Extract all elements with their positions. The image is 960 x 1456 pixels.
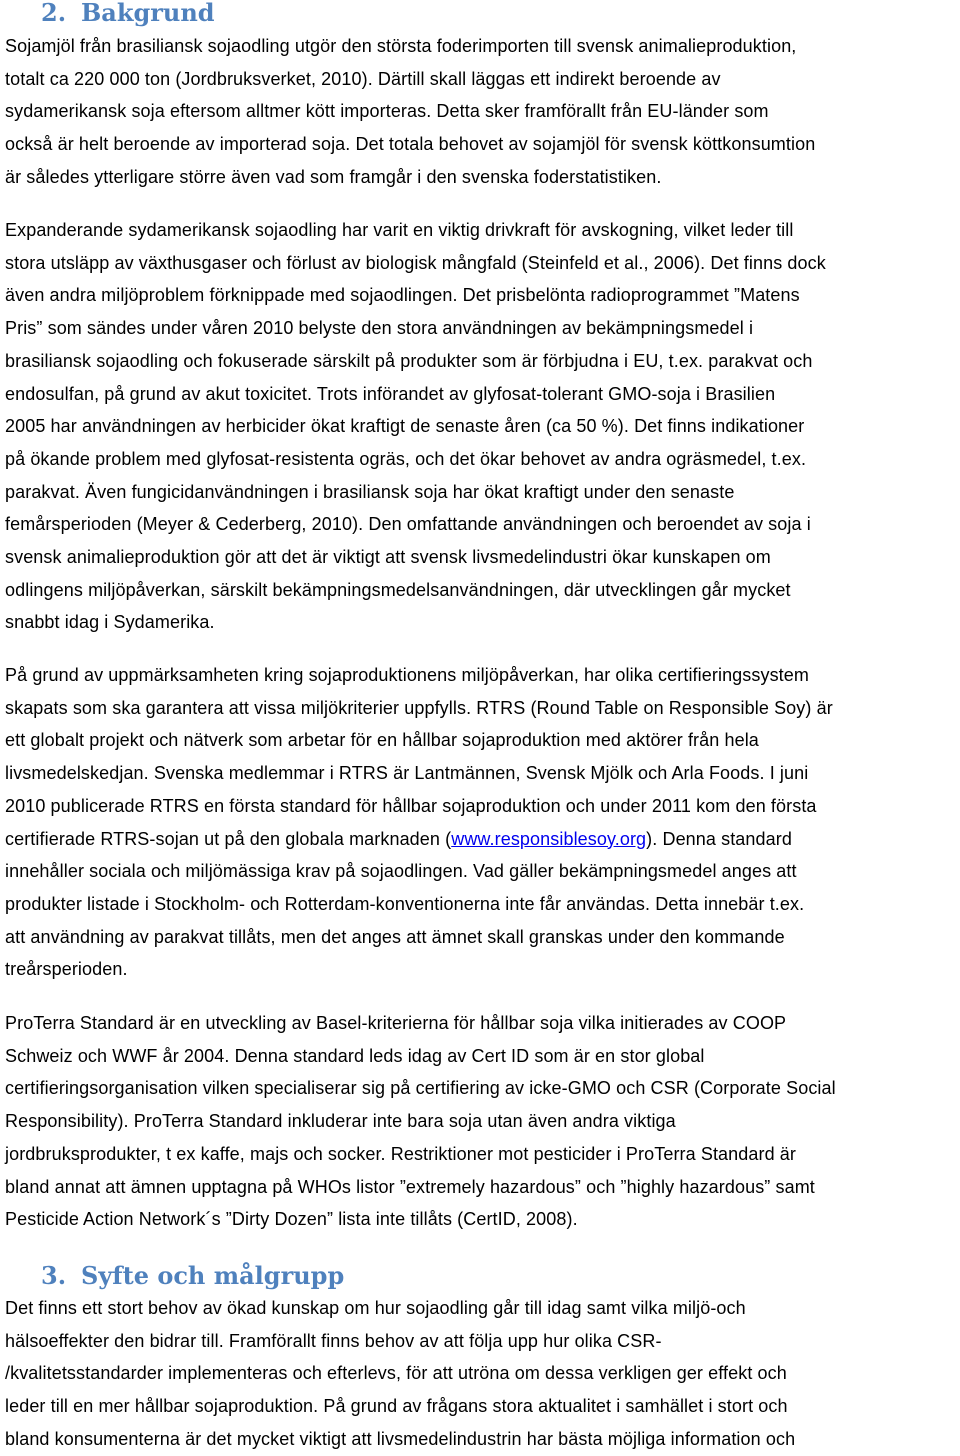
text-line: treårsperioden.: [5, 959, 128, 980]
text-line: på ökande problem med glyfosat-resistenta ogräs, och det ökar behovet av andra ogräsmedel, t.ex.: [5, 448, 807, 469]
paragraph-bakgrund-3: [5, 659, 960, 986]
text-line: parakvat. Även fungicidanvändningen i brasiliansk soja har ökat kraftigt under den senaste: [5, 481, 735, 502]
text-line: innehåller sociala och miljömässiga krav på sojaodlingen. Vad gäller bekämpningsmedel anges att: [5, 861, 797, 882]
text-line: totalt ca 220 000 ton (Jordbruksverket, 2010). Därtill skall läggas ett indirekt beroende av: [5, 68, 721, 89]
text-line: Schweiz och WWF år 2004. Denna standard leds idag av Cert ID som är en stor global: [5, 1045, 705, 1066]
section-title: Syfte och målgrupp: [81, 1261, 345, 1290]
text-line: ett globalt projekt och nätverk som arbetar för en hållbar sojaproduktion med aktörer från hela: [5, 730, 759, 751]
text-line: odlingens miljöpåverkan, särskilt bekämpningsmedelsanvändningen, där utvecklingen går mycket: [5, 579, 791, 600]
section-title: Bakgrund: [81, 0, 215, 27]
text-line: Pris” som sändes under våren 2010 belyste den stora användningen av bekämpningsmedel i: [5, 318, 754, 339]
text-line: att användning av parakvat tillåts, men det anges att ämnet skall granskas under den kommande: [5, 926, 785, 947]
text-line: På grund av uppmärksamheten kring sojaproduktionens miljöpåverkan, har olika certifieringssystem: [5, 665, 809, 685]
text-line: bland annat att ämnen upptagna på WHOs listor ”extremely hazardous” och ”highly hazardous” samt: [5, 1176, 815, 1197]
text-line: 2010 publicerade RTRS en första standard för hållbar sojaproduktion och under 2011 kom den första: [5, 795, 817, 816]
section-number: 2.: [41, 0, 67, 27]
text-line: Det finns ett stort behov av ökad kunskap om hur sojaodling går till idag samt vilka miljö-och: [5, 1298, 746, 1318]
text-line: stora utsläpp av växthusgaser och förlust av biologisk mångfald (Steinfeld et al., 2006). Det finns dock: [5, 252, 826, 273]
text-line-with-link: [5, 823, 960, 856]
text-line: jordbruksprodukter, t ex kaffe, majs och socker. Restriktioner mot pesticider i ProTerra Standard är: [5, 1143, 797, 1164]
paragraph-bakgrund-2: [5, 214, 960, 639]
section-number: 3.: [41, 1261, 67, 1290]
section-heading-bakgrund: [41, 0, 215, 27]
text-line: brasiliansk sojaodling och fokuserade särskilt på produkter som är förbjudna i EU, t.ex. parakvat och: [5, 350, 813, 371]
text-line: Expanderande sydamerikansk sojaodling har varit en viktig drivkraft för avskogning, vilket leder till: [5, 220, 794, 240]
text-line: skapats som ska garantera att vissa miljökriterier uppfylls. RTRS (Round Table on Responsible Soy) är: [5, 697, 833, 718]
text-line: sydamerikansk soja eftersom alltmer kött importeras. Detta sker framförallt från EU-länder som: [5, 101, 769, 122]
text-line: produkter listade i Stockholm- och Rotterdam-konventionerna inte får användas. Detta innebär t.ex.: [5, 893, 805, 914]
paragraph-bakgrund-1: [5, 30, 960, 194]
text-line: femårsperioden (Meyer & Cederberg, 2010). Den omfattande användningen och beroendet av soja i: [5, 514, 811, 535]
text-line: även andra miljöproblem förknippade med sojaodlingen. Det prisbelönta radioprogrammet ”Matens: [5, 285, 800, 306]
text-line: ProTerra Standard är en utveckling av Basel-kriterierna för hållbar soja vilka initierades av COOP: [5, 1013, 787, 1033]
text-line: Pesticide Action Network´s ”Dirty Dozen” lista inte tillåts (CertID, 2008).: [5, 1209, 578, 1230]
text-line: leder till en mer hållbar sojaproduktion. På grund av frågans stora aktualitet i samhället i stort och: [5, 1396, 788, 1417]
paragraph-syfte-1: [5, 1292, 960, 1456]
link-suffix-text: ). Denna standard: [646, 828, 792, 849]
text-line: är således ytterligare större även vad som framgår i den svenska foderstatistiken.: [5, 166, 662, 187]
responsiblesoy-link[interactable]: www.responsiblesoy.org: [451, 828, 647, 849]
text-line: certifieringsorganisation vilken specialiserar sig på certifiering av icke-GMO och CSR (Corporate Social: [5, 1078, 836, 1099]
text-line: snabbt idag i Sydamerika.: [5, 612, 215, 633]
text-line: /kvalitetsstandarder implementeras och efterlevs, för att utröna om dessa verkligen ger effekt och: [5, 1363, 787, 1384]
text-line: svensk animalieproduktion gör att det är viktigt att svensk livsmedelindustri ökar kunskapen om: [5, 547, 771, 568]
text-line: bland konsumenterna är det mycket viktigt att livsmedelindustrin har bästa möjliga information och: [5, 1428, 796, 1449]
link-prefix-text: certifierade RTRS-sojan ut på den globala marknaden (: [5, 828, 452, 849]
text-line: Sojamjöl från brasiliansk sojaodling utgör den största foderimporten till svensk animalieproduktion,: [5, 36, 797, 56]
text-line: endosulfan, på grund av akut toxicitet. Trots införandet av glyfosat-tolerant GMO-soja i Brasilien: [5, 383, 776, 404]
text-line: också är helt beroende av importerad soja. Det totala behovet av sojamjöl för svensk köttkonsumtion: [5, 134, 816, 155]
paragraph-bakgrund-4: [5, 1007, 960, 1236]
text-line: hälsoeffekter den bidrar till. Framförallt finns behov av att följa upp hur olika CSR-: [5, 1330, 662, 1351]
text-line: livsmedelskedjan. Svenska medlemmar i RTRS är Lantmännen, Svensk Mjölk och Arla Foods. I juni: [5, 763, 809, 784]
section-heading-syfte: [41, 1262, 344, 1290]
text-line: Responsibility). ProTerra Standard inkluderar inte bara soja utan även andra viktiga: [5, 1111, 676, 1132]
text-line: 2005 har användningen av herbicider ökat kraftigt de senaste åren (ca 50 %). Det finns indikationer: [5, 416, 805, 437]
